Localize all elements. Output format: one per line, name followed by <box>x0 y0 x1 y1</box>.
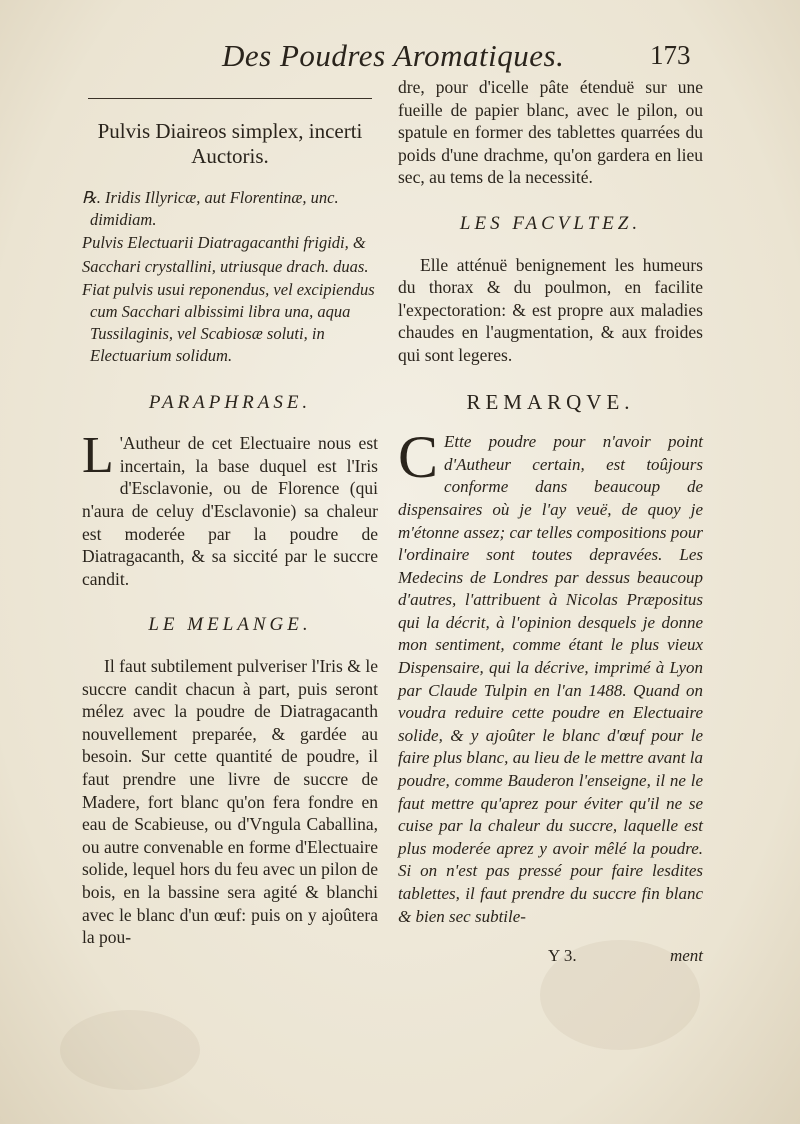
title-rule <box>88 98 372 99</box>
page-footer <box>398 945 703 968</box>
page-header <box>0 36 800 76</box>
running-head: Des Poudres Aromatiques. <box>222 38 565 73</box>
recipe-line: Sacchari crystallini, utriusque drach. duas. <box>82 256 369 276</box>
paraphrase-paragraph <box>82 427 378 590</box>
remarque-text: Ette poudre pour n'avoir point d'Autheur certain, est toûjours conforme dans beaucoup de dispensaires où je l'ay veuë, de quoy je m'étonne assez; car telles compositions pour l'ordinaire sont toutes depravées. Les Medecins de Londres par dessus beaucoup d'autres, l'attribuent à Nicolas Præpositus qui la décrit, à l'opinion desquels je donne mon sentiment, comme étant le plus vieux Dispensaire, qui la décrive, imprimé à Lyon par Claude Tulpin en l'an 1488. Quand on voudra reduire cette poudre en Electuaire solide, & y ajoûter le blanc d'œuf pour le faire plus blanc, au lieu de le mettre avant la poudre, comme Bauderon l'enseigne, il ne le faut mettre qu'aprez pour éviter qu'il ne se cuise par la chaleur du succre, laquelle est plus moderée aprez y avoir mêlé la poudre. Si on n'est pas pressé pour faire lesdites tablettes, il faut prendre du succre fin blanc & bien sec subtile- <box>398 432 703 926</box>
remarque-paragraph <box>398 424 703 928</box>
section-heading-paraphrase: PARAPHRASE. <box>148 391 312 413</box>
section-heading-facultez: LES FACVLTEZ. <box>459 212 642 234</box>
drop-cap: L <box>82 427 114 485</box>
section-heading-remarque: REMARQVE. <box>466 389 635 414</box>
catchword: ment <box>669 946 703 966</box>
recipe-line: Fiat pulvis usui reponendus, vel excipiendus cum Sacchari albissimi libra una, aqua Tussilaginis, vel Scabiosæ soluti, in Electuarium solidum. <box>82 279 375 366</box>
recipe-title <box>82 119 378 169</box>
melange-paragraph: Il faut subtilement pulveriser l'Iris & le succre candit chacun à part, puis seront mélez avec la poudre de Diatragacanth nouvellement preparée, & gardée au besoin. Sur cette quantité de poudre, il faut prendre une livre de succre de Madere, fort blanc qu'on fera fondre en eau de Scabieuse, ou d'Vngula Caballina, ou autre convenable en forme d'Electuaire solide, lequel hors du feu avec un pilon de bois, en la bassine sera agité & blanchi avec le blanc d'un œuf: puis on y ajoûtera la pou- <box>82 655 378 948</box>
recipe-title-line2: Auctoris. <box>191 144 269 168</box>
recipe-line: Pulvis Electuarii Diatragacanthi frigidi, & <box>82 233 366 253</box>
signature-mark: Y 3. <box>548 946 577 966</box>
left-column <box>82 76 378 949</box>
section-heading-melange: LE MELANGE. <box>148 614 312 636</box>
paper-stain <box>60 1010 200 1090</box>
page-number: 173 <box>650 40 691 70</box>
right-column <box>398 76 703 968</box>
paraphrase-text: 'Autheur de cet Electuaire nous est incertain, la base duquel est l'Iris d'Esclavonie, ou de Florence (qui n'aura de celuy d'Esclavonie) sa chaleur est moderée par la poudre de Diatragacanth, & sa siccité par le succre candit. <box>82 433 378 589</box>
drop-cap: C <box>398 424 439 491</box>
facultez-paragraph: Elle atténuë benignement les humeurs du thorax & du poulmon, en facilite l'expectoration: & est propre aux maladies chaudes en l'augmentation, & aux froides qui sont legeres. <box>398 254 703 365</box>
recipe-line: ℞. Iridis Illyricæ, aut Florentinæ, unc. dimidiam. <box>82 188 339 230</box>
continued-paragraph: dre, pour d'icelle pâte étenduë sur une fueille de papier blanc, avec le pilon, ou spatule en former des tablettes quarrées du poids d'une drachme, qu'on gardera en lieu sec, au tems de la necessité. <box>398 77 703 188</box>
recipe-title-line1: Pulvis Diaireos simplex, incerti <box>97 119 363 143</box>
recipe-formula <box>82 187 378 368</box>
